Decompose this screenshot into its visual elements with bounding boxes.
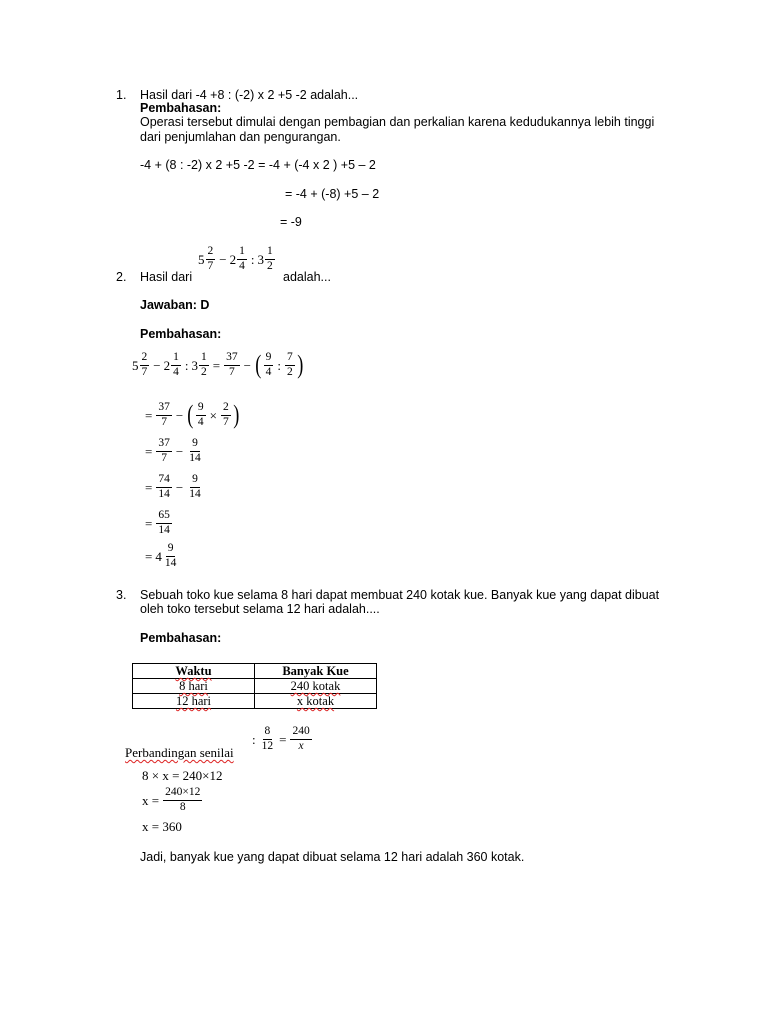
q3-pembahasan-heading: Pembahasan: [140,631,222,645]
q3-equation-1: 8 × x = 240×12 [142,768,223,783]
table-cell: 8 hari [133,679,255,694]
q3-question-line2: oleh toko tersebut selama 12 hari adalah.... [140,602,380,616]
q2-solution-step1: 5 $\frac{2}{7}$ − 2 $\frac{1}{4}$ : 3 $\frac{1}{2}$ = $\frac{37}{7}$ − ( $\frac{9}{4}$ : $\frac{7}{2}$ ) [132,350,304,379]
table-cell: x kotak [255,694,377,709]
q3-number: 3. [116,588,127,602]
q2-pembahasan-heading: Pembahasan: [140,327,222,341]
q2-solution-step2: = $\frac{37}{7}$ − ( $\frac{9}{4}$ × $\frac{2}{7}$ ) [145,400,240,429]
q1-pembahasan-heading: Pembahasan: [140,101,222,115]
q1-explanation-line1: Operasi tersebut dimulai dengan pembagian dan perkalian karena kedudukannya lebih tinggi [140,115,655,129]
q2-solution-step3: = $\frac{37}{7}$ − $\frac{9}{14}$ [145,437,201,464]
table-cell: 240 kotak [255,679,377,694]
q3-ratio-label: Perbandingan senilai [125,745,234,760]
q2-suffix: adalah... [283,270,331,284]
q1-step3: = -9 [280,215,302,229]
q2-solution-step6: = 4 $\frac{9}{14}$ [145,542,177,569]
q3-data-table [132,663,377,709]
q2-expression: 5 $\frac{2}{7}$ − 2 $\frac{1}{4}$ : 3 $\frac{1}{2}$ [198,245,273,272]
q1-step2: = -4 + (-8) +5 – 2 [285,187,380,201]
q1-step1: -4 + (8 : -2) x 2 +5 -2 = -4 + (-4 x 2 ) +5 – 2 [140,158,376,172]
q2-prefix: Hasil dari [140,270,193,284]
table-row [133,694,377,709]
q3-conclusion: Jadi, banyak kue yang dapat dibuat selama 12 hari adalah 360 kotak. [140,850,525,864]
q2-solution-step4: = $\frac{74}{14}$ − $\frac{9}{14}$ [145,473,201,500]
table-cell: 12 hari [133,694,255,709]
q1-explanation-line2: dari penjumlahan dan pengurangan. [140,130,341,144]
q3-equation-3: x = 360 [142,819,182,834]
q2-number: 2. [116,270,127,284]
q3-equation-2: x = $\frac{240\times 12}{8}$ [142,786,201,813]
q2-answer: Jawaban: D [140,298,210,312]
q1-number: 1. [116,88,127,102]
table-header-waktu: Waktu [133,664,255,679]
table-row [133,679,377,694]
q1-question: Hasil dari -4 +8 : (-2) x 2 +5 -2 adalah... [140,88,359,102]
table-header-banyak-kue: Banyak Kue [255,664,377,679]
q3-ratio-equation: : $\frac{8}{12}$ = $\frac{240}{x}$ [252,725,310,752]
q2-solution-step5: = $\frac{65}{14}$ [145,509,170,536]
q3-question-line1: Sebuah toko kue selama 8 hari dapat membuat 240 kotak kue. Banyak kue yang dapat dibuat [140,588,660,602]
